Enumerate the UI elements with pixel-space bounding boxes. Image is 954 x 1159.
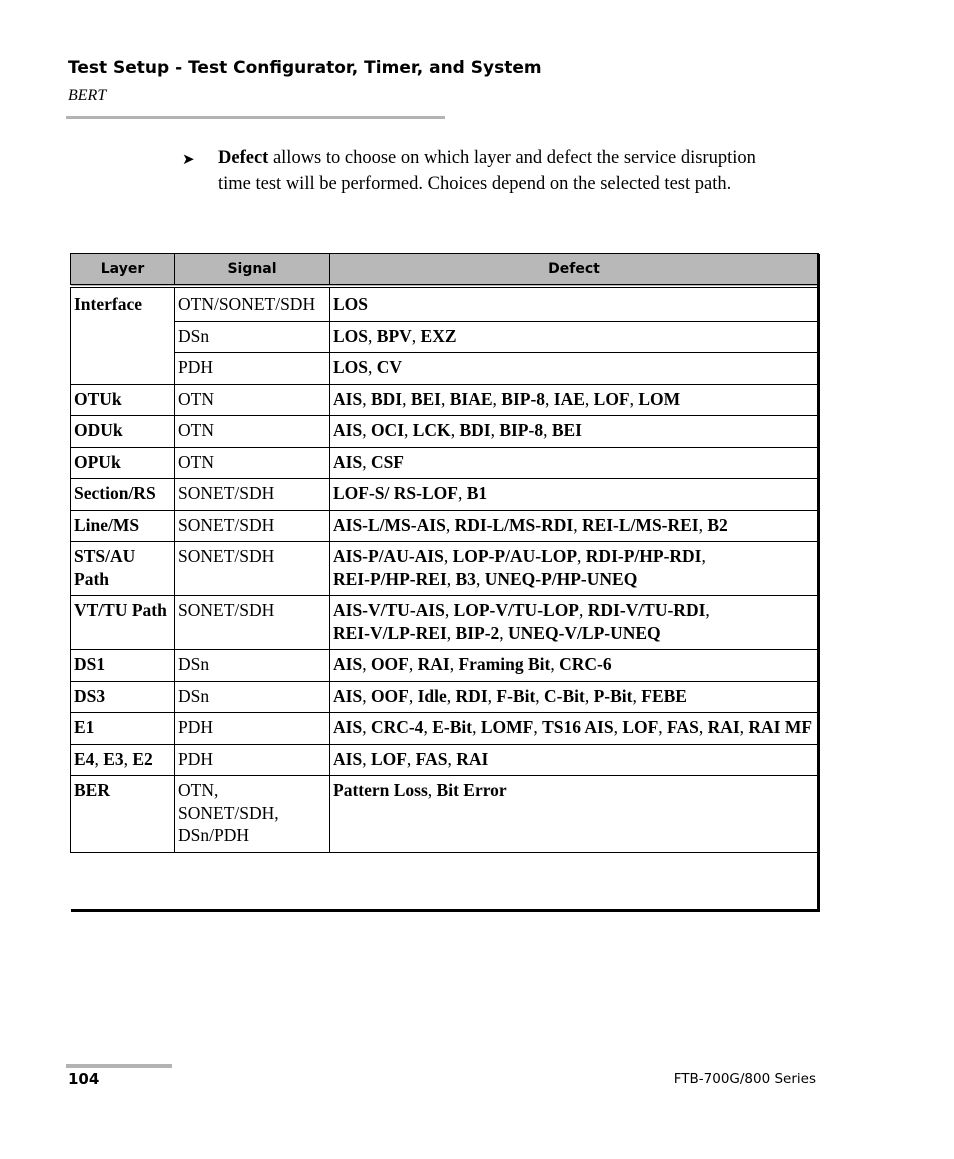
layer-separator: , xyxy=(123,748,133,769)
defect-separator: , xyxy=(573,514,582,535)
defect-name: RDI xyxy=(455,685,488,706)
defect-cell xyxy=(330,353,819,385)
defect-separator: , xyxy=(411,325,421,346)
defect-name: LOMF xyxy=(480,717,534,737)
layer-cell: DS3 xyxy=(71,681,175,713)
defect-separator: , xyxy=(535,685,545,706)
defect-separator: , xyxy=(406,748,416,769)
defect-name: BEI xyxy=(410,388,441,409)
table-row xyxy=(71,416,819,448)
defect-name: LOS xyxy=(333,294,369,314)
defect-name: LOF xyxy=(370,748,407,769)
defect-separator: , xyxy=(402,388,411,409)
defect-separator: , xyxy=(362,420,371,440)
defect-separator: , xyxy=(444,600,454,620)
defect-separator: , xyxy=(457,483,467,503)
layer-cell: Interface xyxy=(71,286,175,384)
defect-name: CRC-4 xyxy=(370,717,424,737)
layer-cell: STS/AU Path xyxy=(71,542,175,596)
layer-cell: OPUk xyxy=(71,447,175,479)
signal-cell: PDH xyxy=(175,353,330,385)
defect-separator: , xyxy=(658,717,668,737)
defect-name: E-Bit xyxy=(432,717,473,737)
defect-name: REI-P/HP-REI xyxy=(333,568,447,589)
product-series: FTB-700G/800 Series xyxy=(673,1071,816,1087)
defect-name: LOF xyxy=(593,388,630,409)
table-row xyxy=(71,744,819,776)
defect-name: BEI xyxy=(551,420,582,440)
signal-line: DSn/PDH xyxy=(178,825,249,845)
defect-name: B1 xyxy=(466,483,488,503)
signal-cell: PDH xyxy=(175,713,330,745)
header-signal: Signal xyxy=(175,254,330,287)
defect-separator: , xyxy=(698,717,708,737)
defect-name: LOM xyxy=(638,388,681,409)
defect-cell xyxy=(330,681,819,713)
defect-name: AIS xyxy=(333,451,363,472)
defect-name: LOF xyxy=(622,717,659,737)
defect-separator: , xyxy=(447,748,457,769)
defect-name: BDI xyxy=(370,388,403,409)
defect-name: AIS xyxy=(333,717,363,737)
table-row xyxy=(71,542,819,596)
layer-part: E4 xyxy=(74,748,95,769)
defect-separator: , xyxy=(490,420,500,440)
defect-name: RAI MF xyxy=(748,717,813,737)
header-defect: Defect xyxy=(330,254,819,287)
defect-separator: , xyxy=(472,717,481,737)
defect-name: OOF xyxy=(370,685,409,706)
signal-cell: DSn xyxy=(175,321,330,353)
defect-name: AIS xyxy=(333,748,363,769)
defect-name: Idle xyxy=(417,685,447,706)
defect-name: LOP-V/TU-LOP xyxy=(453,600,579,620)
defect-separator: , xyxy=(445,514,455,535)
defect-name: RAI xyxy=(417,654,450,674)
signal-cell: PDH xyxy=(175,744,330,776)
defect-name: TS16 AIS xyxy=(542,717,614,737)
defect-cell xyxy=(330,479,819,511)
defect-name: CSF xyxy=(370,451,404,472)
intro-text: allows to choose on which layer and defect the service disruption time test will be performed. Choices depend on the selected test path. xyxy=(218,148,756,194)
defect-separator: , xyxy=(492,388,502,409)
defect-separator: , xyxy=(368,325,377,346)
defect-separator: , xyxy=(543,420,552,440)
defect-name: CRC-6 xyxy=(559,654,612,674)
layer-cell: Line/MS xyxy=(71,510,175,542)
page-header-title: Test Setup - Test Configurator, Timer, and System xyxy=(68,58,542,78)
signal-line: OTN, xyxy=(178,780,219,800)
defect-name: AIS xyxy=(333,685,363,706)
defect-name: Framing Bit xyxy=(458,654,551,674)
table-row xyxy=(71,596,819,650)
defect-name: AIS-L/MS-AIS xyxy=(333,514,446,535)
defect-cell xyxy=(330,713,819,745)
defect-separator: , xyxy=(739,717,749,737)
defect-separator: , xyxy=(499,622,509,643)
defect-cell xyxy=(330,384,819,416)
defect-cell xyxy=(330,510,819,542)
defect-name: FEBE xyxy=(641,685,687,706)
signal-cell: OTN xyxy=(175,416,330,448)
layer-cell: ODUk xyxy=(71,416,175,448)
layer-cell: OTUk xyxy=(71,384,175,416)
defect-name: IAE xyxy=(553,388,585,409)
defect-separator: , xyxy=(705,600,710,620)
defect-name: LOF-S/ RS-LOF xyxy=(333,483,458,503)
defect-separator: , xyxy=(427,780,437,800)
defect-separator: , xyxy=(362,388,371,409)
defect-cell xyxy=(330,416,819,448)
defect-separator: , xyxy=(613,717,623,737)
defect-name: UNEQ-V/LP-UNEQ xyxy=(508,622,661,643)
defect-name: OOF xyxy=(370,654,409,674)
table-shadow-bottom xyxy=(71,909,820,912)
signal-cell: SONET/SDH xyxy=(175,596,330,650)
layer-separator: , xyxy=(94,748,104,769)
defect-name: CV xyxy=(376,357,403,377)
defect-name: REI-V/LP-REI xyxy=(333,622,447,643)
defect-name: C-Bit xyxy=(544,685,585,706)
defect-name: OCI xyxy=(370,420,404,440)
layer-cell: Section/RS xyxy=(71,479,175,511)
defect-name: FAS xyxy=(667,717,699,737)
layer-cell: VT/TU Path xyxy=(71,596,175,650)
table-row xyxy=(71,286,819,321)
table-row xyxy=(71,776,819,853)
table-header-row xyxy=(71,254,819,287)
defect-separator: , xyxy=(579,600,588,620)
defect-name: EXZ xyxy=(420,325,457,346)
footer-rule xyxy=(66,1064,172,1068)
defect-name: B2 xyxy=(707,514,728,535)
defect-cell xyxy=(330,744,819,776)
layer-cell xyxy=(71,744,175,776)
defect-name: P-Bit xyxy=(593,685,633,706)
signal-cell: DSn xyxy=(175,650,330,682)
signal-cell: OTN xyxy=(175,447,330,479)
defect-separator: , xyxy=(475,568,485,589)
defect-table xyxy=(70,253,819,853)
layer-cell: E1 xyxy=(71,713,175,745)
bullet-arrow-icon: ➤ xyxy=(182,150,195,168)
signal-cell: SONET/SDH xyxy=(175,479,330,511)
table-row xyxy=(71,353,819,385)
defect-name: AIS xyxy=(333,654,363,674)
table-shadow-right xyxy=(817,254,820,912)
defect-name: B3 xyxy=(455,568,476,589)
defect-separator: , xyxy=(404,420,413,440)
table-row xyxy=(71,650,819,682)
defect-cell xyxy=(330,321,819,353)
defect-separator: , xyxy=(408,685,418,706)
defect-name: Bit Error xyxy=(436,780,507,800)
defect-separator: , xyxy=(423,717,433,737)
table-row xyxy=(71,447,819,479)
header-layer: Layer xyxy=(71,254,175,287)
page-number: 104 xyxy=(68,1070,100,1088)
table-body xyxy=(71,286,819,852)
defect-separator: , xyxy=(443,546,453,566)
defect-separator: , xyxy=(584,388,594,409)
defect-name: RAI xyxy=(707,717,740,737)
defect-cell xyxy=(330,776,819,853)
intro-paragraph xyxy=(218,146,778,197)
defect-separator: , xyxy=(450,420,460,440)
defect-name: BIP-8 xyxy=(501,388,546,409)
defect-separator: , xyxy=(446,568,456,589)
defect-separator: , xyxy=(629,388,639,409)
defect-separator: , xyxy=(577,546,586,566)
header-rule xyxy=(66,116,445,119)
defect-separator: , xyxy=(545,388,554,409)
defect-name: AIS xyxy=(333,388,363,409)
defect-name: F-Bit xyxy=(496,685,536,706)
defect-name: AIS-V/TU-AIS xyxy=(333,600,445,620)
defect-separator: , xyxy=(701,546,706,566)
defect-separator: , xyxy=(632,685,642,706)
defect-name: REI-L/MS-REI xyxy=(581,514,699,535)
defect-separator: , xyxy=(698,514,708,535)
defect-separator: , xyxy=(362,717,371,737)
defect-separator: , xyxy=(487,685,497,706)
signal-line: SONET/SDH, xyxy=(178,802,279,823)
layer-part: E2 xyxy=(132,748,153,769)
defect-separator: , xyxy=(362,654,371,674)
defect-name: BDI xyxy=(459,420,491,440)
defect-separator: , xyxy=(449,654,459,674)
defect-separator: , xyxy=(446,685,456,706)
defect-name: RAI xyxy=(456,748,489,769)
defect-separator: , xyxy=(550,654,560,674)
intro-term: Defect xyxy=(218,148,269,168)
signal-cell: SONET/SDH xyxy=(175,510,330,542)
signal-cell: SONET/SDH xyxy=(175,542,330,596)
defect-name: BIAE xyxy=(449,388,493,409)
defect-separator: , xyxy=(362,451,371,472)
signal-cell: DSn xyxy=(175,681,330,713)
defect-name: RDI-V/TU-RDI xyxy=(587,600,706,620)
table-row xyxy=(71,384,819,416)
defect-separator: , xyxy=(446,622,456,643)
defect-cell xyxy=(330,447,819,479)
page-header-subtitle: BERT xyxy=(68,87,107,104)
defect-name: LOP-P/AU-LOP xyxy=(452,546,578,566)
defect-name: UNEQ-P/HP-UNEQ xyxy=(484,568,638,589)
signal-cell: OTN/SONET/SDH xyxy=(175,286,330,321)
defect-name: LOS xyxy=(333,325,369,346)
table-row xyxy=(71,681,819,713)
defect-cell xyxy=(330,542,819,596)
layer-cell: DS1 xyxy=(71,650,175,682)
defect-cell xyxy=(330,286,819,321)
defect-cell xyxy=(330,596,819,650)
defect-name: BPV xyxy=(376,325,412,346)
defect-name: LOS xyxy=(333,357,369,377)
defect-name: LCK xyxy=(412,420,451,440)
defect-name: FAS xyxy=(415,748,448,769)
defect-separator: , xyxy=(533,717,543,737)
signal-cell xyxy=(175,776,330,853)
defect-name: RDI-L/MS-RDI xyxy=(454,514,574,535)
table-row xyxy=(71,321,819,353)
layer-part: E3 xyxy=(103,748,124,769)
defect-separator: , xyxy=(408,654,418,674)
defect-name: AIS-P/AU-AIS xyxy=(333,546,444,566)
defect-separator: , xyxy=(440,388,450,409)
defect-separator: , xyxy=(362,748,371,769)
table-row xyxy=(71,479,819,511)
layer-cell: BER xyxy=(71,776,175,853)
defect-separator: , xyxy=(584,685,594,706)
defect-cell xyxy=(330,650,819,682)
defect-separator: , xyxy=(362,685,371,706)
signal-cell: OTN xyxy=(175,384,330,416)
table-row xyxy=(71,713,819,745)
defect-separator: , xyxy=(368,357,377,377)
defect-name: BIP-8 xyxy=(499,420,544,440)
defect-name: AIS xyxy=(333,420,363,440)
defect-name: Pattern Loss xyxy=(333,780,428,800)
defect-name: BIP-2 xyxy=(455,622,500,643)
table-row xyxy=(71,510,819,542)
defect-name: RDI-P/HP-RDI xyxy=(585,546,702,566)
